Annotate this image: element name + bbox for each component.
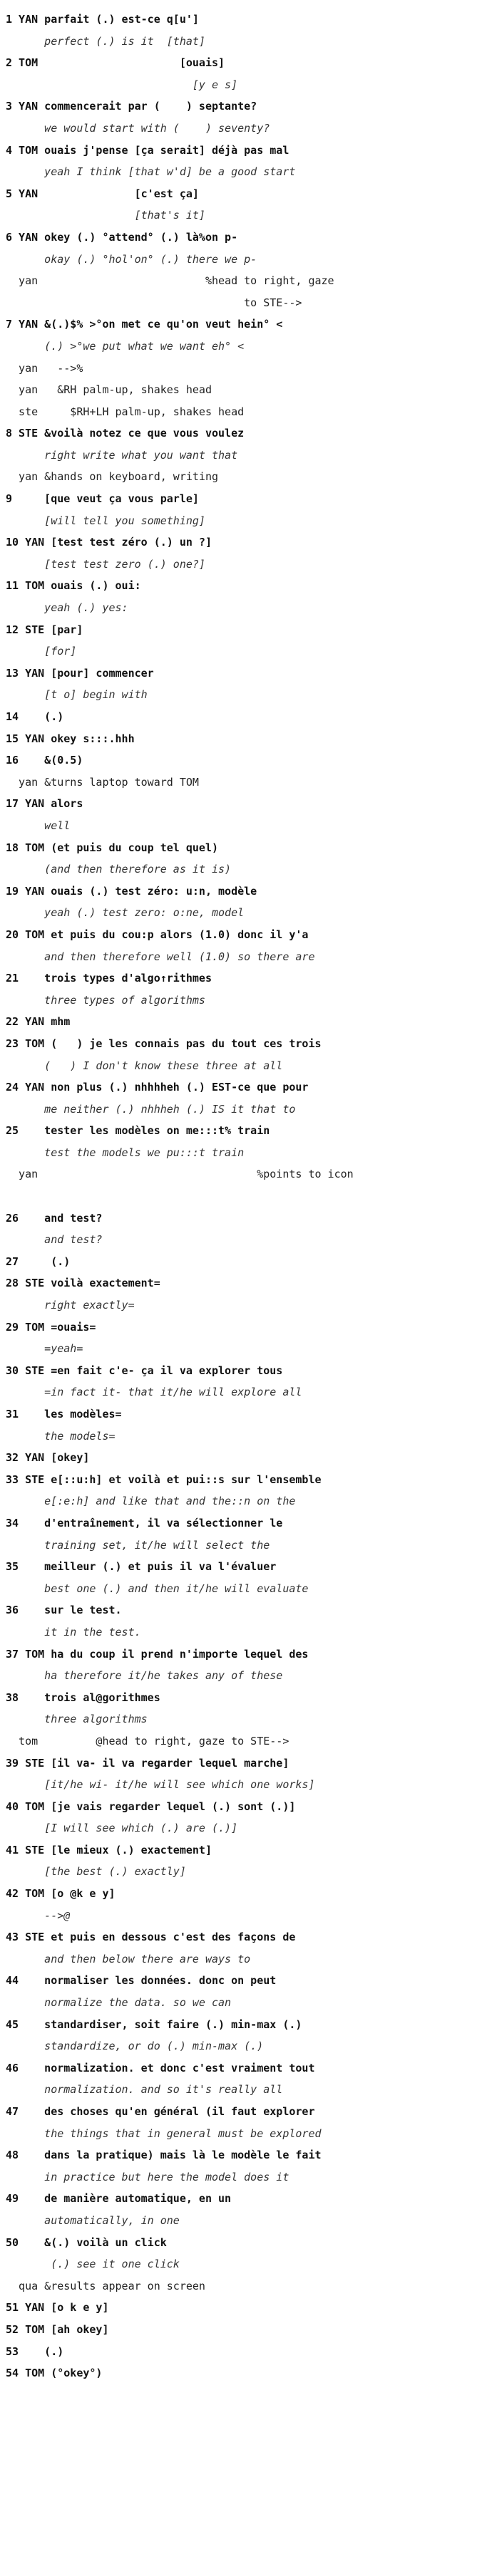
utterance-line: 18 TOM (et puis du coup tel quel) <box>6 841 219 854</box>
translation-line: -->@ <box>6 1908 71 1922</box>
translation-line: (and then therefore as it is) <box>6 863 232 876</box>
translation-line: e[:e:h] and like that and the::n on the <box>6 1495 296 1508</box>
utterance-line: 27 (.) <box>6 1255 71 1268</box>
utterance-line: 49 de manière automatique, en un <box>6 2192 232 2206</box>
translation-line: me neither (.) nhhheh (.) IS it that to <box>6 1102 296 1116</box>
utterance-line: 34 d'entraînement, il va sélectionner le <box>6 1516 283 1530</box>
transcript <box>6 9 481 2384</box>
utterance-line: 19 YAN ouais (.) test zéro: u:n, modèle <box>6 884 257 898</box>
translation-line: and then below there are ways to <box>6 1952 251 1965</box>
utterance-line: 44 normaliser les données. donc on peut <box>6 1974 277 1988</box>
utterance-line: 38 trois al@gorithmes <box>6 1690 160 1704</box>
annotation-line: yan &RH palm-up, shakes head <box>6 383 212 397</box>
translation-line: normalization. and so it's really all <box>6 2083 283 2097</box>
translation-line: and then therefore well (1.0) so there are <box>6 950 315 963</box>
utterance-line: 51 YAN [o k e y] <box>6 2301 109 2315</box>
translation-line: the things that in general must be explored <box>6 2126 322 2140</box>
utterance-line: 53 (.) <box>6 2344 64 2358</box>
utterance-line: 14 (.) <box>6 710 64 723</box>
annotation-line: yan %points to icon <box>6 1168 354 1181</box>
utterance-line: 47 des choses qu'en général (il faut explorer <box>6 2105 315 2118</box>
translation-line: yeah I think [that w'd] be a good start <box>6 165 296 179</box>
translation-line: [the best (.) exactly] <box>6 1865 186 1879</box>
translation-line: ( ) I don't know these three at all <box>6 1059 283 1072</box>
utterance-line: 23 TOM ( ) je les connais pas du tout ces trois <box>6 1037 322 1050</box>
translation-line: [test test zero (.) one?] <box>6 557 205 571</box>
utterance-line: 7 YAN &(.)$% >°on met ce qu'on veut hein° < <box>6 318 283 331</box>
translation-line: [that's it] <box>6 209 205 222</box>
annotation-line: qua &results appear on screen <box>6 2279 205 2292</box>
translation-line: normalize the data. so we can <box>6 1996 232 2010</box>
utterance-line: 35 meilleur (.) et puis il va l'évaluer <box>6 1560 277 1574</box>
utterance-line: 16 &(0.5) <box>6 754 83 767</box>
annotation-line: to STE--> <box>6 296 302 309</box>
utterance-line: 24 YAN non plus (.) nhhhheh (.) EST-ce que pour <box>6 1081 309 1094</box>
utterance-line: 33 STE e[::u:h] et voilà et pui::s sur l'ensemble <box>6 1473 322 1486</box>
utterance-line: 43 STE et puis en dessous c'est des façons de <box>6 1931 296 1944</box>
utterance-line: 17 YAN alors <box>6 797 83 811</box>
utterance-line: 15 YAN okey s:::.hhh <box>6 732 135 745</box>
utterance-line: 22 YAN mhm <box>6 1015 71 1029</box>
blank-line <box>6 1185 481 1208</box>
translation-line: yeah (.) yes: <box>6 601 128 615</box>
annotation-line: tom @head to right, gaze to STE--> <box>6 1734 289 1747</box>
utterance-line: 3 YAN commencerait par ( ) septante? <box>6 100 257 113</box>
utterance-line: 54 TOM (°okey°) <box>6 2367 103 2380</box>
utterance-line: 9 [que veut ça vous parle] <box>6 492 199 506</box>
annotation-line: yan %head to right, gaze <box>6 274 334 288</box>
utterance-line: 30 STE =en fait c'e- ça il va explorer tous <box>6 1364 283 1377</box>
utterance-line: 5 YAN [c'est ça] <box>6 187 199 200</box>
utterance-line: 13 YAN [pour] commencer <box>6 666 154 680</box>
utterance-line: 40 TOM [je vais regarder lequel (.) sont (.)] <box>6 1799 296 1813</box>
utterance-line: 32 YAN [okey] <box>6 1451 90 1465</box>
translation-line: three types of algorithms <box>6 993 205 1007</box>
translation-line: right exactly= <box>6 1299 135 1312</box>
translation-line: automatically, in one <box>6 2213 180 2227</box>
utterance-line: 26 and test? <box>6 1211 103 1225</box>
translation-line: best one (.) and then it/he will evaluate <box>6 1582 309 1595</box>
utterance-line: 2 TOM [ouais] <box>6 56 225 70</box>
translation-line: [I will see which (.) are (.)] <box>6 1822 238 1835</box>
translation-line: we would start with ( ) seventy? <box>6 121 270 135</box>
translation-line: =yeah= <box>6 1342 83 1356</box>
utterance-line: 6 YAN okey (.) °attend° (.) là%on p- <box>6 230 238 244</box>
translation-line: (.) see it one click <box>6 2258 180 2271</box>
utterance-line: 29 TOM =ouais= <box>6 1320 96 1334</box>
annotation-line: yan &hands on keyboard, writing <box>6 470 219 484</box>
translation-line: [it/he wi- it/he will see which one works] <box>6 1778 315 1792</box>
utterance-line: 41 STE [le mieux (.) exactement] <box>6 1843 212 1856</box>
annotation-line: yan &turns laptop toward TOM <box>6 775 199 789</box>
translation-line: [will tell you something] <box>6 514 205 527</box>
translation-line: in practice but here the model does it <box>6 2170 289 2183</box>
utterance-line: 52 TOM [ah okey] <box>6 2322 109 2336</box>
translation-line: [y e s] <box>6 78 238 91</box>
utterance-line: 28 STE voilà exactement= <box>6 1277 160 1290</box>
translation-line: yeah (.) test zero: o:ne, model <box>6 906 245 920</box>
utterance-line: 8 STE &voilà notez ce que vous voulez <box>6 427 245 440</box>
utterance-line: 37 TOM ha du coup il prend n'importe lequel des <box>6 1647 309 1661</box>
utterance-line: 31 les modèles= <box>6 1408 122 1421</box>
translation-line: [t o] begin with <box>6 688 148 702</box>
utterance-line: 11 TOM ouais (.) oui: <box>6 579 141 593</box>
utterance-line: 21 trois types d'algo↑rithmes <box>6 972 212 985</box>
utterance-line: 48 dans la pratique) mais là le modèle le fait <box>6 2149 322 2162</box>
translation-line: (.) >°we put what we want eh° < <box>6 339 245 353</box>
utterance-line: 20 TOM et puis du cou:p alors (1.0) donc il y'a <box>6 928 309 941</box>
utterance-line: 25 tester les modèles on me:::t% train <box>6 1124 270 1138</box>
translation-line: three algorithms <box>6 1713 148 1726</box>
utterance-line: 1 YAN parfait (.) est-ce q[u'] <box>6 13 199 26</box>
translation-line: ha therefore it/he takes any of these <box>6 1669 283 1683</box>
annotation-line: yan -->% <box>6 361 83 375</box>
utterance-line: 50 &(.) voilà un click <box>6 2235 167 2249</box>
annotation-line: ste $RH+LH palm-up, shakes head <box>6 405 245 418</box>
utterance-line: 42 TOM [o @k e y] <box>6 1887 116 1901</box>
translation-line: standardize, or do (.) min-max (.) <box>6 2040 264 2053</box>
translation-line: =in fact it- that it/he will explore all <box>6 1386 302 1399</box>
translation-line: the models= <box>6 1429 116 1443</box>
utterance-line: 10 YAN [test test zéro (.) un ?] <box>6 536 212 549</box>
translation-line: perfect (.) is it [that] <box>6 34 205 48</box>
translation-line: right write what you want that <box>6 448 238 462</box>
translation-line: [for] <box>6 645 77 658</box>
utterance-line: 12 STE [par] <box>6 623 83 636</box>
utterance-line: 36 sur le test. <box>6 1604 122 1617</box>
utterance-line: 4 TOM ouais j'pense [ça serait] déjà pas mal <box>6 143 289 157</box>
translation-line: and test? <box>6 1233 103 1247</box>
translation-line: okay (.) °hol'on° (.) there we p- <box>6 252 257 266</box>
utterance-line: 46 normalization. et donc c'est vraiment tout <box>6 2061 315 2074</box>
translation-line: test the models we pu:::t train <box>6 1146 245 1159</box>
utterance-line: 39 STE [il va- il va regarder lequel marche] <box>6 1756 289 1770</box>
utterance-line: 45 standardiser, soit faire (.) min-max (.) <box>6 2017 302 2031</box>
translation-line: it in the test. <box>6 1625 141 1638</box>
translation-line: training set, it/he will select the <box>6 1538 270 1552</box>
translation-line: well <box>6 819 71 832</box>
